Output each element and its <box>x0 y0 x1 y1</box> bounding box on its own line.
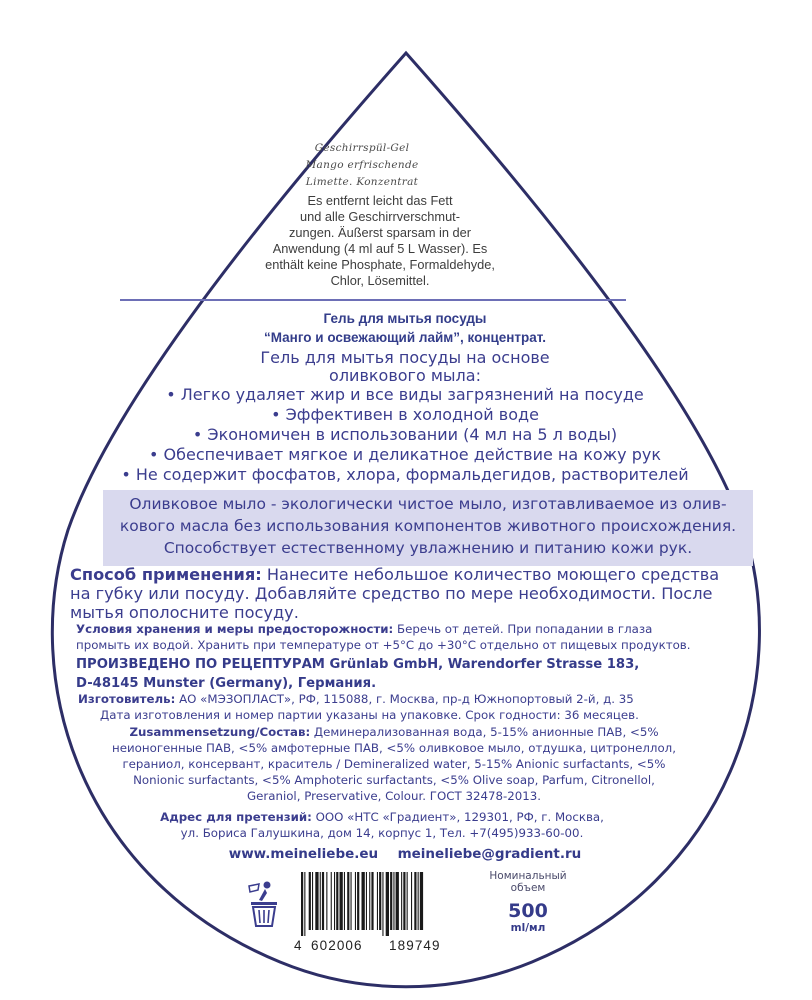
german-body-line: zungen. Äußerst sparsam in der <box>288 225 472 240</box>
barcode-bar <box>379 872 381 930</box>
claims-text: ООО «НТС «Градиент», 129301, РФ, г. Москва, <box>311 810 604 824</box>
composition-text: гераниол, консервант, краситель / Demineralized water, 5-15% Anionic surfactants, <5% <box>122 757 666 771</box>
barcode-bar <box>401 872 402 930</box>
russian-title-line: “Манго и освежающий лайм”, концентрат. <box>264 330 546 345</box>
website-link[interactable]: www.meineliebe.eu <box>228 846 379 862</box>
german-body-line: enthält keine Phosphate, Formaldehyde, <box>265 257 495 272</box>
manufacturer-info <box>78 691 728 723</box>
barcode-bar <box>344 872 345 930</box>
russian-intro <box>220 349 590 385</box>
recycle-bin-icon <box>245 880 285 928</box>
barcode-bar <box>390 872 392 930</box>
volume-value: 500 <box>508 900 548 922</box>
olive-line: кового масла без использования компонентов животного происхождения. <box>119 517 737 535</box>
olive-soap-band <box>103 490 753 566</box>
german-description <box>230 193 530 289</box>
russian-intro-line: оливкового мыла: <box>329 366 481 385</box>
composition-label: Zusammensetzung/Состав: <box>129 725 311 739</box>
russian-title <box>180 309 630 347</box>
claims-text: ул. Бориса Галушкина, дом 14, корпус 1, Тел. +7(495)933-60-00. <box>180 826 584 840</box>
benefit-item: • Обеспечивает мягкое и деликатное действие на кожу рук <box>149 445 661 464</box>
barcode-first-digit: 4 <box>294 938 303 953</box>
storage-label: Условия хранения и меры предосторожности: <box>76 622 394 636</box>
barcode-bar <box>320 872 321 930</box>
german-title-line: Geschirrspül-Gel <box>314 142 410 154</box>
barcode-bars <box>299 872 471 936</box>
barcode-bar <box>357 872 359 930</box>
barcode-bar <box>336 872 338 930</box>
russian-intro-line: Гель для мытья посуды на основе <box>260 348 550 367</box>
nominal-volume <box>478 870 578 934</box>
volume-label: Номинальный <box>489 870 567 882</box>
german-title-line: Mango erfrischende <box>305 159 419 171</box>
composition-text: Деминерализованная вода, 5-15% анионные ПАВ, <5% <box>310 725 659 739</box>
manufacturer-text: АО «МЭЗОПЛАСТ», РФ, 115088, г. Москва, пр-д Южнопортовый 2-й, д. 35 <box>175 692 634 706</box>
volume-label: объем <box>510 882 546 894</box>
barcode-bar <box>322 872 324 930</box>
composition <box>74 724 714 804</box>
german-body-line: Es entfernt leicht das Fett <box>307 193 453 208</box>
barcode-bar <box>396 872 399 930</box>
barcode-bar <box>393 872 394 930</box>
barcode-bar <box>371 872 373 930</box>
barcode-bar <box>315 872 318 930</box>
barcode-bar <box>369 872 370 930</box>
barcode-bar <box>418 872 419 930</box>
german-title <box>292 140 432 191</box>
barcode-bar <box>312 872 313 930</box>
barcode-bar <box>304 872 305 936</box>
benefit-item: • Эффективен в холодной воде <box>271 405 539 424</box>
storage-conditions <box>76 621 736 653</box>
benefits-list <box>100 385 710 485</box>
barcode-bar <box>420 872 423 930</box>
barcode-bar <box>351 872 352 930</box>
claims-address <box>112 809 652 841</box>
barcode-digits-right: 189749 <box>389 938 441 953</box>
russian-title-line: Гель для мытья посуды <box>323 311 487 326</box>
german-body-line: Chlor, Lösemittel. <box>330 273 430 288</box>
storage-text: промыть их водой. Хранить при температуре от +5°C до +30°C отдельно от пищевых продуктов. <box>76 638 691 652</box>
produced-by <box>76 655 756 693</box>
barcode-digits-left: 602006 <box>311 938 363 953</box>
olive-line: Оливковое мыло - экологически чистое мыло, изготавливаемое из олив- <box>129 495 727 513</box>
barcode-bar <box>347 872 349 930</box>
barcode-bar <box>334 872 335 930</box>
composition-text: Nonionic surfactants, <5% Amphoteric surfactants, <5% Olive soap, Parfum, Citronellol, <box>133 773 655 787</box>
german-body-line: Anwendung (4 ml auf 5 L Wasser). Es <box>272 241 488 256</box>
barcode-bar <box>340 872 343 930</box>
composition-text: неионогенные ПАВ, <5% амфотерные ПАВ, <5% оливковое мыло, отдушка, цитронеллол, <box>112 741 676 755</box>
usage-text: мытья ополосните посуду. <box>70 603 299 622</box>
barcode-bar <box>386 872 389 936</box>
barcode-bar <box>326 872 327 930</box>
contacts-line <box>180 846 630 862</box>
olive-line: Способствует естественному увлажнению и питанию кожи рук. <box>163 539 693 557</box>
email-link[interactable]: meineliebe@gradient.ru <box>397 846 582 862</box>
barcode-bar <box>362 872 365 930</box>
manufacturer-text: Дата изготовления и номер партии указаны на упаковке. Срок годности: 36 месяцев. <box>100 708 639 722</box>
barcode-bar <box>377 872 378 930</box>
barcode-bar <box>414 872 416 930</box>
olive-soap-text <box>103 490 753 559</box>
barcode-bar <box>355 872 356 930</box>
claims-label: Адрес для претензий: <box>160 810 312 824</box>
barcode-bar <box>366 872 367 930</box>
german-body-line: und alle Geschirrverschmut- <box>299 209 461 224</box>
barcode <box>294 872 471 956</box>
usage-text: Нанесите небольшое количество моющего средства <box>261 565 720 584</box>
german-title-line: Limette. Konzentrat <box>305 176 419 188</box>
barcode-bar <box>411 872 412 930</box>
produced-line: ПРОИЗВЕДЕНО ПО РЕЦЕПТУРАМ Grünlab GmbH, Warendorfer Strasse 183, <box>76 657 640 672</box>
usage-text: на губку или посуду. Добавляйте средство по мере необходимости. После <box>70 584 713 603</box>
benefit-item: • Экономичен в использовании (4 мл на 5 л воды) <box>192 425 618 444</box>
barcode-bar <box>382 872 383 936</box>
manufacturer-label: Изготовитель: <box>78 692 176 706</box>
barcode-bar <box>331 872 332 930</box>
volume-unit: ml/мл <box>510 922 546 934</box>
usage-instructions <box>70 565 760 622</box>
usage-label: Способ применения: <box>70 565 262 584</box>
composition-text: Geraniol, Preservative, Colour. ГОСТ 32478-2013. <box>246 789 541 803</box>
benefit-item: • Легко удаляет жир и все виды загрязнений на посуде <box>166 385 644 404</box>
benefit-item: • Не содержит фосфатов, хлора, формальдегидов, растворителей <box>121 465 689 484</box>
barcode-bar <box>403 872 405 930</box>
barcode-bar <box>309 872 311 930</box>
produced-line: D-48145 Munster (Germany), Германия. <box>76 676 377 691</box>
barcode-bar <box>301 872 303 936</box>
barcode-bar <box>407 872 408 930</box>
storage-text: Беречь от детей. При попадании в глаза <box>393 622 653 636</box>
